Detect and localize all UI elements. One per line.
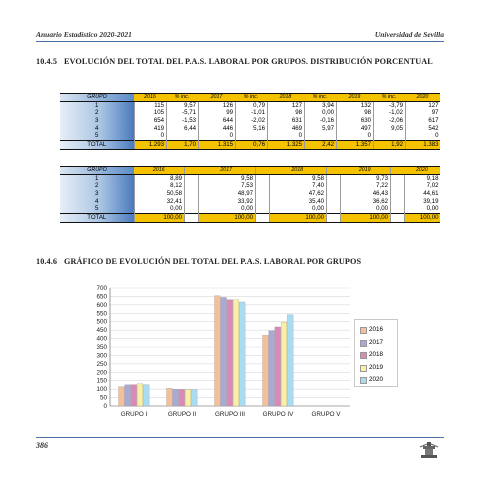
spacer-cell <box>184 167 198 175</box>
y-tick-label: 550 <box>96 310 107 318</box>
bar-2018-2 <box>179 389 185 406</box>
running-header-right: Universidad de Sevilla <box>374 30 444 39</box>
table-cell: 5,97 <box>304 125 336 133</box>
table-cell: 105 <box>134 109 166 117</box>
column-header: 2020 <box>404 167 440 175</box>
spacer-cell <box>326 174 340 182</box>
table-cell: 46,43 <box>340 190 390 198</box>
y-tick-label: 150 <box>96 377 107 385</box>
spacer-cell <box>255 182 269 190</box>
table-cell: 127 <box>267 101 304 109</box>
table-cell: 36,62 <box>340 198 390 206</box>
spacer-cell <box>184 190 198 198</box>
table-cell: -5,71 <box>166 109 198 117</box>
table-cell: 0 <box>198 132 235 140</box>
y-tick-label: 500 <box>96 318 107 326</box>
table-cell: 47,62 <box>269 190 326 198</box>
table-cell: 9,57 <box>166 101 198 109</box>
table-cell: -0,16 <box>304 117 336 125</box>
table-cell: 100,00 <box>269 214 326 223</box>
table-cell: 9,18 <box>404 174 440 182</box>
table-row <box>60 132 440 140</box>
table-cell: 0,00 <box>269 205 326 213</box>
column-header: 2018 <box>267 94 304 102</box>
bar-2016-2 <box>167 388 173 406</box>
spacer-cell <box>326 205 340 213</box>
table-cell: 5,16 <box>235 125 267 133</box>
spacer-cell <box>326 198 340 206</box>
spacer-cell <box>390 167 404 175</box>
table-cell: 100,00 <box>340 214 390 223</box>
row-label: 1 <box>60 101 134 109</box>
spacer-cell <box>326 190 340 198</box>
x-tick-label: GRUPO I <box>120 411 148 418</box>
row-label: TOTAL <box>60 214 134 223</box>
y-tick-label: 700 <box>96 285 107 292</box>
table-cell: 3,94 <box>304 101 336 109</box>
footer-rule <box>36 437 444 438</box>
table-cell: 39,19 <box>404 198 440 206</box>
table-cell: 100,00 <box>134 214 184 223</box>
chart-legend <box>354 319 398 387</box>
legend-label: 2017 <box>369 338 384 346</box>
y-tick-label: 50 <box>99 394 107 402</box>
spacer-cell <box>390 205 404 213</box>
table-cell: -1,53 <box>166 117 198 125</box>
table-cell: 7,53 <box>198 182 255 190</box>
legend-item <box>360 376 383 383</box>
table-cell: 1.315 <box>198 141 235 150</box>
percentage-table <box>60 166 440 223</box>
table-cell: 0,00 <box>340 205 390 213</box>
spacer-cell <box>184 174 198 182</box>
table-header-row <box>60 94 440 102</box>
table-cell: 0,76 <box>235 141 267 150</box>
table-cell: 6,44 <box>166 125 198 133</box>
column-header: 2020 <box>405 94 440 102</box>
section-number: 10.4.6 <box>36 257 58 266</box>
spacer-cell <box>390 214 404 223</box>
table-cell: -3,79 <box>373 101 405 109</box>
table-cell: 7,40 <box>269 182 326 190</box>
bar-2019-2 <box>185 389 191 406</box>
table-cell: 33,92 <box>198 198 255 206</box>
bar-2017-2 <box>173 389 179 406</box>
column-header: % inc. <box>373 94 405 102</box>
y-tick-label: 0 <box>103 403 107 410</box>
bar-2017-3 <box>221 297 227 406</box>
spacer-cell <box>184 205 198 213</box>
spacer-cell <box>255 190 269 198</box>
column-header: 2016 <box>134 94 166 102</box>
column-header: 2017 <box>198 167 255 175</box>
spacer-cell <box>390 182 404 190</box>
table-cell: 0 <box>267 132 304 140</box>
table-cell: 9,58 <box>269 174 326 182</box>
spacer-cell <box>326 182 340 190</box>
y-tick-label: 600 <box>96 301 107 309</box>
table-cell: 115 <box>134 101 166 109</box>
table-row <box>60 125 440 133</box>
bar-2016-3 <box>215 296 221 406</box>
bar-2018-3 <box>227 300 233 406</box>
legend-item <box>360 351 383 358</box>
table-row <box>60 109 440 117</box>
bar-2020-1 <box>143 385 149 406</box>
spacer-cell <box>255 205 269 213</box>
table-cell: 469 <box>267 125 304 133</box>
spacer-cell <box>326 214 340 223</box>
legend-item <box>360 326 383 333</box>
total-row <box>60 141 440 150</box>
table-row <box>60 117 440 125</box>
table-cell: 1.325 <box>267 141 304 150</box>
table-cell: 99 <box>198 109 235 117</box>
legend-label: 2020 <box>369 376 384 383</box>
table-cell: 0,00 <box>134 205 184 213</box>
section-heading: EVOLUCIÓN DEL TOTAL DEL P.A.S. LABORAL POR GRUPOS. DISTRIBUCIÓN PORCENTUAL <box>64 57 433 66</box>
table-cell: 127 <box>405 101 440 109</box>
x-tick-label: GRUPO V <box>311 411 341 418</box>
bar-2016-4 <box>263 335 269 406</box>
row-label: 5 <box>60 132 134 140</box>
table-cell: -1,02 <box>373 109 405 117</box>
y-tick-label: 300 <box>96 352 107 360</box>
bar-chart <box>80 280 360 420</box>
table-cell: 7,02 <box>404 182 440 190</box>
header-rule <box>36 41 444 42</box>
bar-2020-2 <box>191 390 197 406</box>
table-row <box>60 174 440 182</box>
table-cell: 0,00 <box>404 205 440 213</box>
table-cell: 8,89 <box>134 174 184 182</box>
table-row <box>60 198 440 206</box>
table-cell: 654 <box>134 117 166 125</box>
table-cell: 9,73 <box>340 174 390 182</box>
bar-2019-3 <box>233 300 239 406</box>
section-heading: GRÁFICO DE EVOLUCIÓN DEL TOTAL DEL P.A.S. LABORAL POR GRUPOS <box>64 257 362 266</box>
spacer-cell <box>255 167 269 175</box>
x-tick-label: GRUPO II <box>167 411 197 418</box>
bar-2018-1 <box>131 385 137 406</box>
table-row <box>60 205 440 213</box>
column-header: 2016 <box>134 167 184 175</box>
column-header: % inc. <box>166 94 198 102</box>
table-cell: 631 <box>267 117 304 125</box>
table-cell: 7,22 <box>340 182 390 190</box>
row-label: TOTAL <box>60 141 134 150</box>
legend-label: 2016 <box>369 326 384 333</box>
table-cell: 126 <box>198 101 235 109</box>
table-row <box>60 101 440 109</box>
legend-label: 2018 <box>369 351 384 358</box>
section-title-2 <box>36 257 361 266</box>
spacer-cell <box>184 182 198 190</box>
table-cell: -2,06 <box>373 117 405 125</box>
section-number: 10.4.5 <box>36 57 58 66</box>
y-tick-label: 250 <box>96 360 107 368</box>
column-header: 2019 <box>340 167 390 175</box>
bar-2016-1 <box>119 387 125 406</box>
table-cell <box>304 132 336 140</box>
table-cell: 44,61 <box>404 190 440 198</box>
table-cell: 32,41 <box>134 198 184 206</box>
bar-2020-3 <box>239 302 245 406</box>
legend-swatch <box>360 352 367 359</box>
table-row <box>60 182 440 190</box>
table-cell: 9,05 <box>373 125 405 133</box>
spacer-cell <box>326 167 340 175</box>
row-label: 2 <box>60 109 134 117</box>
table-cell: 0 <box>134 132 166 140</box>
spacer-cell <box>390 190 404 198</box>
table-cell: 1.293 <box>134 141 166 150</box>
legend-swatch <box>360 365 367 372</box>
table-cell: -2,02 <box>235 117 267 125</box>
table-cell: 630 <box>336 117 373 125</box>
column-header: 2019 <box>336 94 373 102</box>
spacer-cell <box>255 198 269 206</box>
table-cell: 132 <box>336 101 373 109</box>
table-cell <box>166 132 198 140</box>
column-header: GRUPO <box>60 94 134 102</box>
legend-swatch <box>360 327 367 334</box>
table-cell: 48,97 <box>198 190 255 198</box>
table-cell: 446 <box>198 125 235 133</box>
y-tick-label: 200 <box>96 369 107 377</box>
spacer-cell <box>255 214 269 223</box>
legend-swatch <box>360 340 367 347</box>
spacer-cell <box>390 198 404 206</box>
column-header: 2018 <box>269 167 326 175</box>
bar-2020-4 <box>287 315 293 406</box>
table-cell <box>235 132 267 140</box>
table-cell: 8,12 <box>134 182 184 190</box>
column-header: % inc. <box>304 94 336 102</box>
y-tick-label: 100 <box>96 386 107 394</box>
legend-item <box>360 339 383 346</box>
table-cell: 0,00 <box>198 205 255 213</box>
table-cell: 419 <box>134 125 166 133</box>
bar-2018-4 <box>275 327 281 406</box>
spacer-cell <box>184 214 198 223</box>
table-row <box>60 190 440 198</box>
row-label: 3 <box>60 117 134 125</box>
table-cell: 97 <box>405 109 440 117</box>
y-tick-label: 650 <box>96 293 107 301</box>
table-cell: 98 <box>336 109 373 117</box>
column-header: 2017 <box>198 94 235 102</box>
table-header-row <box>60 167 440 175</box>
row-label: 4 <box>60 125 134 133</box>
y-tick-label: 400 <box>96 335 107 343</box>
spacer-cell <box>184 198 198 206</box>
table-cell: 0,00 <box>304 109 336 117</box>
y-tick-label: 350 <box>96 344 107 351</box>
table-cell: 542 <box>405 125 440 133</box>
table-cell <box>373 132 405 140</box>
x-tick-label: GRUPO III <box>214 411 246 418</box>
page-number: 386 <box>36 441 48 450</box>
table-cell: 644 <box>198 117 235 125</box>
x-tick-label: GRUPO IV <box>262 411 294 418</box>
table-cell: 100,00 <box>404 214 440 223</box>
table-cell: 100,00 <box>198 214 255 223</box>
bar-2019-1 <box>137 384 143 406</box>
spacer-cell <box>255 174 269 182</box>
table-cell: 98 <box>267 109 304 117</box>
table-cell: 0,79 <box>235 101 267 109</box>
table-cell: 497 <box>336 125 373 133</box>
table-cell: 2,42 <box>304 141 336 150</box>
spacer-cell <box>390 174 404 182</box>
university-logo-icon <box>418 439 440 461</box>
legend-item <box>360 364 383 371</box>
table-cell: 0 <box>405 132 440 140</box>
table-cell: 35,40 <box>269 198 326 206</box>
evolution-table <box>60 93 440 150</box>
table-cell: 9,58 <box>198 174 255 182</box>
row-label: 4 <box>60 198 134 206</box>
table-cell: 1.383 <box>405 141 440 150</box>
legend-label: 2019 <box>369 363 384 371</box>
table-cell: 617 <box>405 117 440 125</box>
column-header: % inc. <box>235 94 267 102</box>
table-cell: 1,70 <box>166 141 198 150</box>
table-cell: 50,58 <box>134 190 184 198</box>
bar-2017-1 <box>125 385 131 406</box>
total-row <box>60 214 440 223</box>
running-header-left: Anuario Estadístico 2020-2021 <box>36 30 132 39</box>
table-cell: 1.357 <box>336 141 373 150</box>
y-tick-label: 450 <box>96 327 107 335</box>
table-cell: 0 <box>336 132 373 140</box>
column-header: GRUPO <box>60 167 134 175</box>
bar-2019-4 <box>281 322 287 406</box>
legend-swatch <box>360 377 367 384</box>
table-cell: 1,92 <box>373 141 405 150</box>
section-title-1 <box>36 57 433 66</box>
row-label: 2 <box>60 182 134 190</box>
row-label: 3 <box>60 190 134 198</box>
row-label: 5 <box>60 205 134 213</box>
bar-2017-4 <box>269 331 275 406</box>
table-cell: -1,01 <box>235 109 267 117</box>
row-label: 1 <box>60 174 134 182</box>
